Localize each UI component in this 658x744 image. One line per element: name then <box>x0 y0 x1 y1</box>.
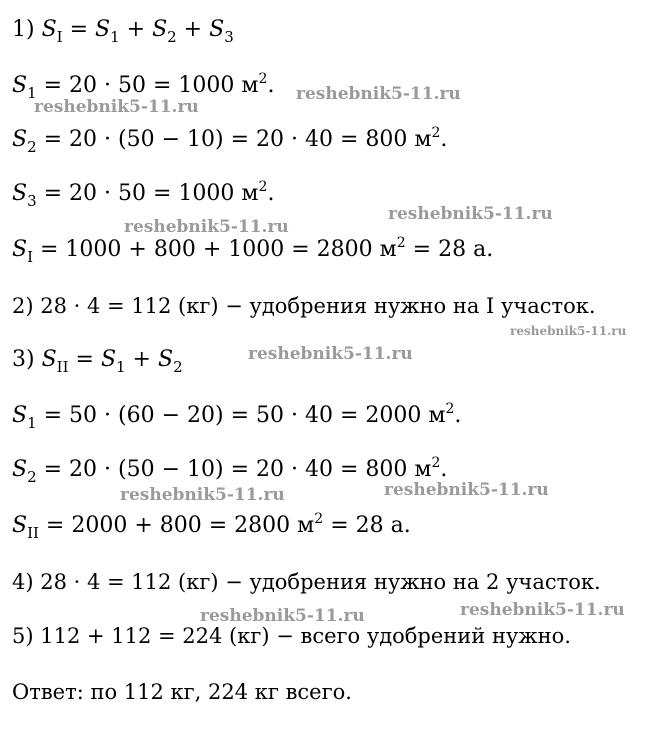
watermark: reshebnik5-11.ru <box>120 485 285 505</box>
text: Ответ: по 112 кг, 224 кг всего. <box>12 680 352 704</box>
solution-line-1 <box>12 16 234 45</box>
subscript: 2 <box>27 468 37 486</box>
text: = 50 · (60 − 20) = 50 · 40 = 2000 м <box>36 403 446 428</box>
subscript: 1 <box>27 414 37 432</box>
solution-line-5 <box>12 236 493 266</box>
variable: S <box>12 403 28 428</box>
subscript: I <box>27 248 34 266</box>
variable: S <box>152 17 168 42</box>
solution-line-3 <box>12 126 447 156</box>
text: = 20 · 50 = 1000 м <box>36 181 259 206</box>
variable: S <box>41 17 57 42</box>
variable: S <box>100 347 117 372</box>
subscript: 3 <box>224 28 234 46</box>
variable: S <box>12 127 28 152</box>
variable: S <box>157 347 174 372</box>
subscript: 2 <box>27 138 37 156</box>
text: = 28 а. <box>405 237 494 262</box>
watermark: reshebnik5-11.ru <box>248 344 413 364</box>
solution-line-10 <box>12 512 411 542</box>
variable: S <box>41 347 57 372</box>
subscript: 2 <box>173 358 183 376</box>
solution-line-8 <box>12 402 461 432</box>
watermark: reshebnik5-11.ru <box>510 324 627 338</box>
text: . <box>454 403 462 428</box>
text: 1) <box>12 17 42 42</box>
variable: S <box>12 457 28 482</box>
superscript: 2 <box>314 511 324 527</box>
text: . <box>267 73 275 98</box>
watermark: reshebnik5-11.ru <box>34 97 199 117</box>
text: . <box>267 181 275 206</box>
variable: S <box>209 17 225 42</box>
text: = 20 · (50 − 10) = 20 · 40 = 800 м <box>36 457 432 482</box>
text: = <box>62 17 96 42</box>
text: 4) 28 · 4 = 112 (кг) − удобрения нужно на 2 участок. <box>12 570 601 594</box>
subscript: 2 <box>167 28 177 46</box>
variable: S <box>95 17 111 42</box>
solution-line-6 <box>12 292 596 320</box>
solution-line-9 <box>12 456 447 486</box>
text: . <box>440 457 448 482</box>
text: . <box>440 127 448 152</box>
subscript: II <box>27 524 39 542</box>
solution-line-4 <box>12 180 274 210</box>
superscript: 2 <box>258 179 268 195</box>
text: = 20 · (50 − 10) = 20 · 40 = 800 м <box>36 127 432 152</box>
subscript: II <box>56 358 69 376</box>
superscript: 2 <box>431 455 441 471</box>
subscript: 1 <box>110 28 120 46</box>
variable: S <box>12 73 28 98</box>
solution-line-12 <box>12 622 571 650</box>
watermark: reshebnik5-11.ru <box>200 606 365 626</box>
text: + <box>125 347 158 372</box>
subscript: 1 <box>116 358 126 376</box>
watermark: reshebnik5-11.ru <box>384 480 549 500</box>
watermark: reshebnik5-11.ru <box>124 217 289 237</box>
solution-line-11 <box>12 568 601 596</box>
watermark: reshebnik5-11.ru <box>296 84 461 104</box>
text: = 1000 + 800 + 1000 = 2800 м <box>33 237 397 262</box>
superscript: 2 <box>445 401 455 417</box>
superscript: 2 <box>258 71 268 87</box>
watermark: reshebnik5-11.ru <box>460 600 625 620</box>
solution-line-7 <box>12 346 183 375</box>
subscript: I <box>56 28 63 46</box>
answer-line <box>12 678 352 706</box>
variable: S <box>12 181 28 206</box>
subscript: 3 <box>27 192 37 210</box>
text: + <box>176 17 210 42</box>
text: = 28 а. <box>323 513 411 538</box>
variable: S <box>12 237 28 262</box>
text: = 2000 + 800 = 2800 м <box>38 513 315 538</box>
variable: S <box>12 513 28 538</box>
text: 3) <box>12 347 42 372</box>
superscript: 2 <box>396 235 406 251</box>
text: 5) 112 + 112 = 224 (кг) − всего удобрений нужно. <box>12 624 571 648</box>
text: = <box>68 347 101 372</box>
subscript: 1 <box>27 84 37 102</box>
text: = 20 · 50 = 1000 м <box>36 73 259 98</box>
text: + <box>119 17 153 42</box>
superscript: 2 <box>431 125 441 141</box>
text: 2) 28 · 4 = 112 (кг) − удобрения нужно на I участок. <box>12 294 596 318</box>
watermark: reshebnik5-11.ru <box>388 204 553 224</box>
